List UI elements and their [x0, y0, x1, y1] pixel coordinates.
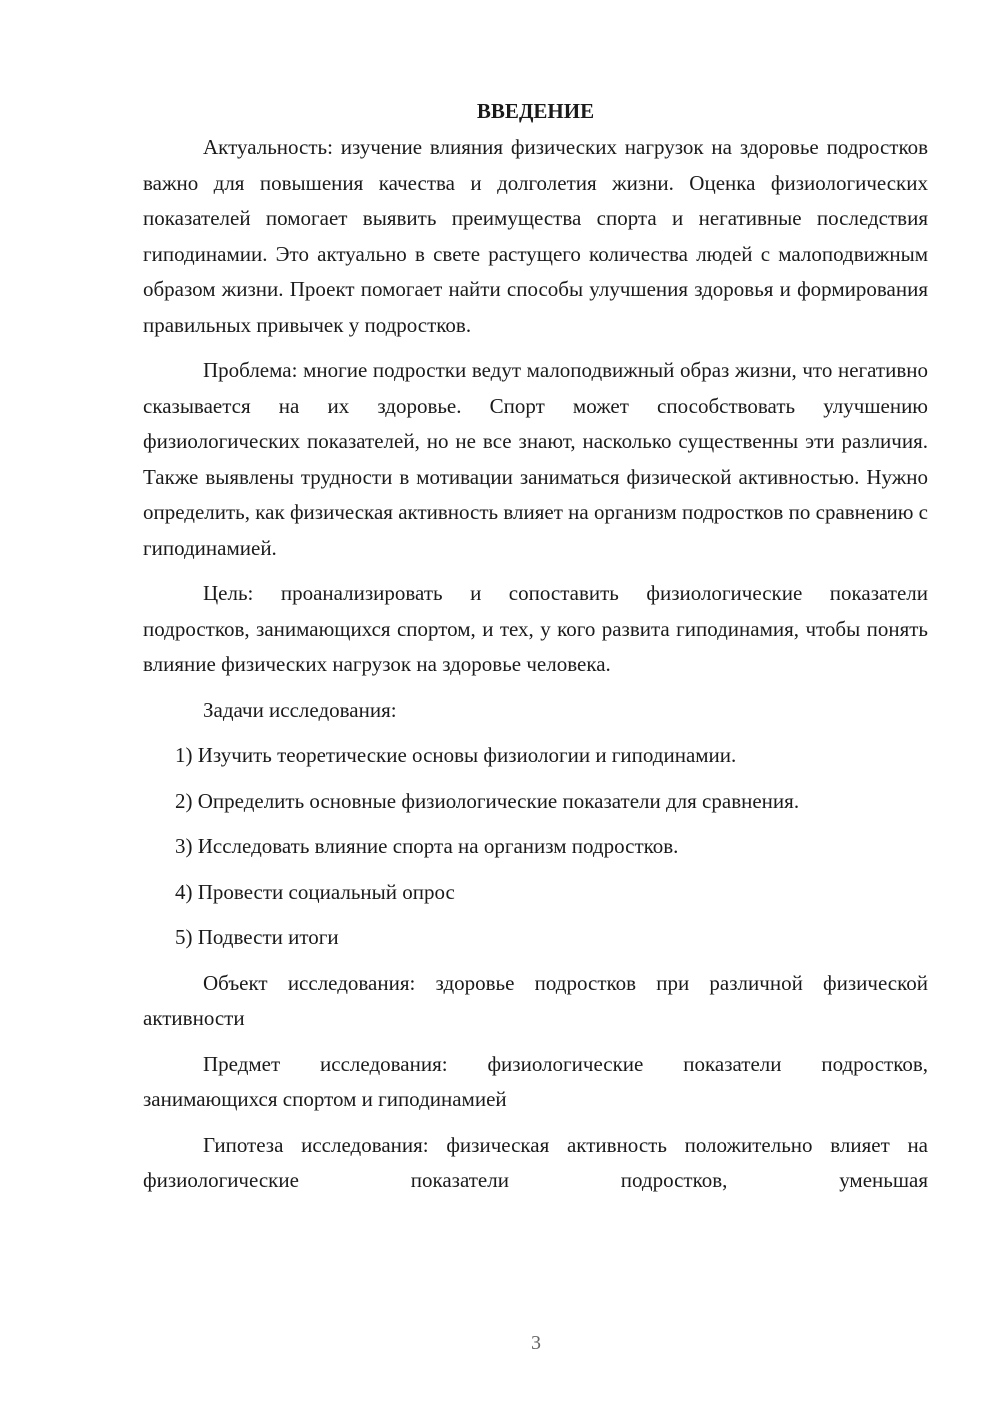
hypothesis-paragraph: Гипотеза исследования: физическая активность положительно влияет на физиологические показатели подростков, уменьшая — [143, 1132, 928, 1192]
list-item: 3) Исследовать влияние спорта на организм подростков. — [175, 834, 679, 858]
list-item: 4) Провести социальный опрос — [175, 879, 455, 904]
goal-paragraph: Цель: проанализировать и сопоставить физиологические показатели подростков, занимающихся спортом, и тех, у кого развита гиподинамия, чтобы понять влияние физических нагрузок на здоровье человека. — [143, 581, 928, 676]
relevance-paragraph: Актуальность: изучение влияния физических нагрузок на здоровье подростков важно для повышения качества и долголетия жизни. Оценка физиологических показателей помогает выявить преимущества спорта и негативные последствия гиподинамии. Это актуально в свете растущего количества людей с малоподвижным образом жизни. Проект помогает найти способы улучшения здоровья и формирования правильных привычек у подростков. — [143, 135, 928, 337]
tasks-list — [143, 738, 928, 956]
list-item: 5) Подвести итоги — [175, 925, 339, 949]
object-paragraph: Объект исследования: здоровье подростков при различной физической активности — [143, 970, 928, 1030]
page-number: 3 — [531, 1332, 541, 1354]
section-title: ВВЕДЕНИЕ — [476, 99, 595, 123]
list-item: 1) Изучить теоретические основы физиологии и гиподинамии. — [175, 743, 737, 767]
problem-paragraph: Проблема: многие подростки ведут малоподвижный образ жизни, что негативно сказывается на их здоровье. Спорт может способствовать улучшению физиологических показателей, но не все знают, насколько существенны эти различия. Также выявлены трудности в мотивации заниматься физической активностью. Нужно определить, как физическая активность влияет на организм подростков по сравнению с гиподинамией. — [143, 358, 928, 560]
list-item: 2) Определить основные физиологические показатели для сравнения. — [175, 788, 800, 813]
tasks-heading: Задачи исследования: — [203, 697, 397, 722]
subject-paragraph: Предмет исследования: физиологические показатели подростков, занимающихся спортом и гиподинамией — [143, 1051, 928, 1111]
document-body — [143, 94, 928, 1209]
